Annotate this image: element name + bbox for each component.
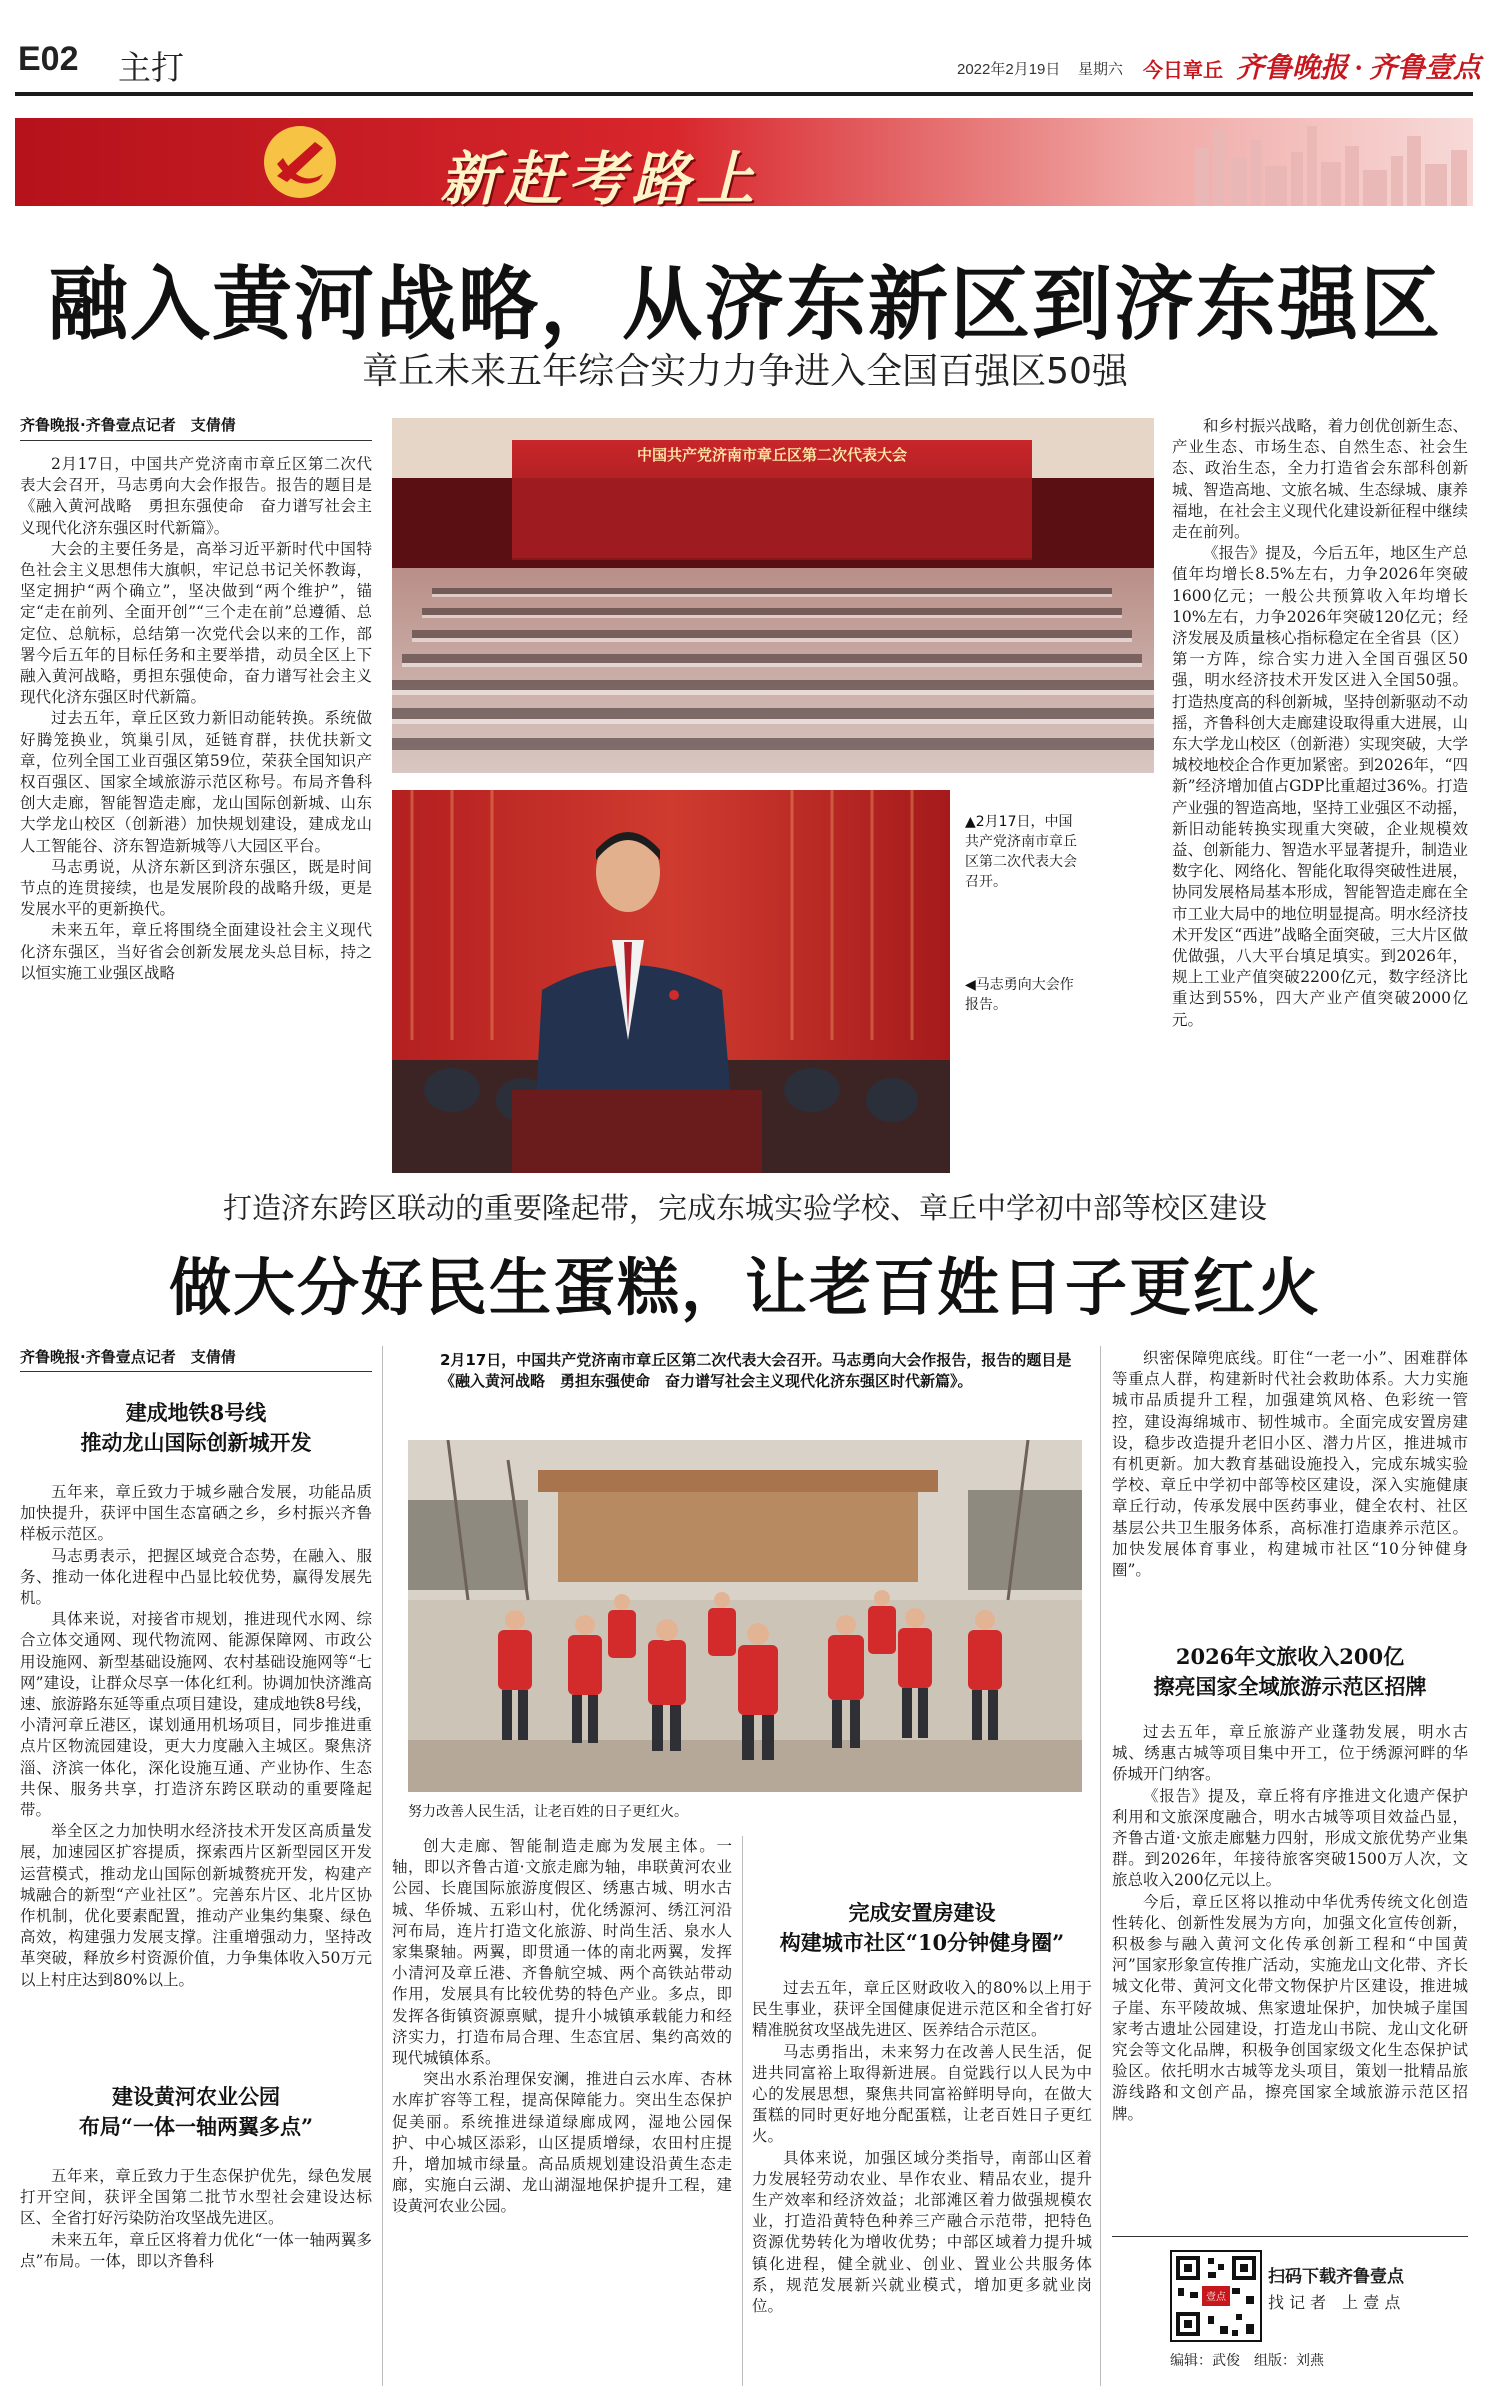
qr-find-reporter-text: 找 记 者 上 壹 点 [1268,2293,1401,2312]
paragraph: 和乡村振兴战略，着力创优创新生态、产业生态、市场生态、自然生态、社会生态、政治生态，全力打造省会东部科创新城、智造高地、文旅名城、生态绿城、康养福地，在社会主义现代化建设新征程中继续走在前列。 [1172,417,1468,542]
issue-weekday: 星期六 [1078,61,1124,78]
paragraph: 具体来说，对接省市规划，推进现代水网、综合立体交通网、现代物流网、能源保障网、市政公用设施网、新型基础设施网、农村基础设施网等“七网”建设，让群众尽享一体化红利。协调加快济潍高速、旅游路东延等重点项目建设，建成地铁8号线，小清河章丘港区，谋划通用机场项目，同步推进重点片区物流园建设，更大力度融入主城区。聚焦济淄、济滨一体化，深化设施互通、产业协作、生态共保、服务共享，打造济东跨区联动的重要隆起带。 [20,1610,372,1820]
paragraph: 马志勇指出，未来努力在改善人民生活，促进共同富裕上取得新进展。自觉践行以人民为中心的发展思想，聚焦共同富裕鲜明导向，在做大蛋糕的同时更好地分配蛋糕，让老百姓日子更红火。 [752,2042,1092,2146]
section-heading-metro: 建成地铁8号线 推动龙山国际创新城开发 [80,1400,312,1455]
banner-title: 新赶考路上 [440,147,761,212]
paragraph: 举全区之力加快明水经济技术开发区高质量发展，加速园区扩容提质，探索西片区新型园区开发运营模式，推动龙山国际创新城赘疣开发，构建产城融合的新型“产业社区”。完善东片区、北片区协作机制，优化要素配置，推动产业集约集聚、绿色高效，构建强力发展支撑。注重增强动力，坚持改革突破，释放乡村资源价值，力争集体收入50万元以上村庄达到80%以上。 [20,1822,372,1989]
paragraph: 突出水系治理保安澜，推进白云水库、杏林水库扩容等工程，提高保障能力。突出生态保护促美丽。系统推进绿道绿廊成网，湿地公园保护、中心城区添彩，山区提质增绿，农田村庄提升，增加城市绿量。高品质规划建设沿黄生态走廊，实施白云湖、龙山湖湿地保护提升工程，建设黄河农业公园。 [392,2070,732,2216]
paragraph: 织密保障兜底线。盯住“一老一小”、困难群体等重点人群，构建新时代社会救助体系。大力实施城市品质提升工程，加强建筑风格、色彩统一管控，建设海绵城市、韧性城市。全面完成安置房建设，稳步改造提升老旧小区、潜力片区，推进城市有机更新。加大教育基础设施投入，完成东城实验学校、章丘中学初中部等校区建设，深入实施健康章丘行动，传承发展中医药事业，健全农村、社区基层公共卫生服务体系，高标准打造康养示范区。加快发展体育事业，构建城市社区“10分钟健身圈”。 [1112,1349,1468,1580]
brand-logo: 齐鲁晚报 · 齐鲁壹点 [1236,53,1482,84]
speaker-image [392,790,950,1173]
caption-congress: ▲2月17日，中国共产党济南市章丘区第二次代表大会召开。 [965,814,1077,890]
section-heading-housing: 完成安置房建设 构建城市社区“10分钟健身圈” [779,1900,1065,1955]
paragraph: 马志勇表示，把握区域竞合态势，在融入、服务、推动一体化进程中凸显比较优势，赢得发展先机。 [20,1546,372,1608]
main-headline: 融入黄河战略，从济东新区到济东强区 [48,257,1442,351]
article2-col1b [20,2166,372,2381]
byline: 齐鲁晚报·齐鲁壹点记者 支倩倩 [20,1348,236,1366]
qr-rule [1112,2236,1468,2237]
header-rule [15,92,1473,96]
paragraph: 五年来，章丘致力于生态保护优先，绿色发展打开空间，获评全国第二批节水型社会建设达标区、全省打好污染防治攻坚战先进区。 [20,2167,372,2228]
article2-col1 [20,1482,372,2072]
square-dance-photo [408,1440,1082,1792]
congress-hall-image [392,418,1154,773]
paragraph: 过去五年，章丘旅游产业蓬勃发展，明水古城、绣惠古城等项目集中开工，位于绣源河畔的华侨城开门纳客。 [1112,1723,1468,1784]
paragraph: 2月17日，中国共产党济南市章丘区第二次代表大会召开，马志勇向大会作报告。报告的题目是《融入黄河战略 勇担东强使命 奋力谱写社会主义现代化济东强区时代新篇》。 [20,455,372,537]
issue-date: 2022年2月19日 [957,61,1061,78]
paragraph: 《报告》提及，今后五年，地区生产总值年均增长8.5%左右，力争2026年突破1600亿元；一般公共预算收入年均增长10%左右，力争2026年突破120亿元；经济发展及质量核心指标稳定在全省县（区）第一方阵，综合实力进入全国百强区50强，明水经济技术开发区进入全国50强。打造热度高的科创新城，坚持创新驱动不动摇，齐鲁科创大走廊建设取得重大进展，山东大学龙山校区（创新港）实现突破，大学城校地校企合作更加紧密。到2026年，“四新”经济增加值占GDP比重超过36%。打造产业强的智造高地，坚持工业强区不动摇，新旧动能转换实现重大突破，企业规模效益、创新能力、智造水平显著提升，制造业数字化、网络化、智能化取得突破性进展，协同发展格局基本形成，智能智造走廊在全市工业大局中的地位明显提高。明水经济技术开发区“西进”战略全面突破，三大片区做优做强，八大平台填足填实。到2026年，规上工业产值突破2200亿元，数字经济比重达到55%，四大产业产值突破2000亿元。 [1172,544,1468,1029]
article2-col4b [1112,1722,1468,2224]
paragraph: 过去五年，章丘区致力新旧动能转换。系统做好腾笼换业，筑巢引凤，延链育群，扶优扶新文章，位列全国工业百强区第59位，荣获全国知识产权百强区、国家全域旅游示范区称号。布局齐鲁科创大走廊，智能智造走廊，龙山国际创新城、山东大学龙山校区（创新港）加快规划建设，建成龙山人工智能谷、济东智造新城等八大园区平台。 [20,709,372,855]
edition-tag: 今日章丘 [1143,60,1223,82]
paragraph: 《报告》提及，章丘将有序推进文化遗产保护利用和文旅深度融合，明水古城等项目效益凸显，齐鲁古道·文旅走廊魅力四射，形成文旅优势产业集群。到2026年，年接待旅客突破1500万人次，文旅总收入200亿元以上。 [1112,1786,1468,1890]
paragraph: 创大走廊、智能制造走廊为发展主体。一轴，即以齐鲁古道·文旅走廊为轴，串联黄河农业公园、长鹿国际旅游度假区、绣惠古城、明水古城、华侨城、五彩山村，优化绣源河、绣江河沿河布局，连片打造文化旅游、时尚生活、泉水人家集聚轴。两翼，即贯通一体的南北两翼，发挥小清河及章丘港、齐鲁航空城、两个高铁站带动作用，发展具有比较优势的特色产业。多点，即发挥各街镇资源禀赋，提升小城镇承载能力和经济实力，打造布局合理、生态宜居、集约高效的现代城镇体系。 [392,1837,732,2068]
city-skyline-icon [1195,126,1467,206]
qr-code[interactable] [1170,2250,1262,2342]
article2-col3 [752,1978,1092,2381]
paragraph: 五年来，章丘致力于城乡融合发展，功能品质加快提升，获评中国生态富硒之乡，乡村振兴齐鲁样板示范区。 [20,1483,372,1544]
stage-banner: 中国共产党济南市章丘区第二次代表大会 [636,446,907,464]
byline: 齐鲁晚报·齐鲁壹点记者 支倩倩 [20,416,236,434]
article2-col2 [392,1836,732,2381]
article1-col1 [20,454,372,1134]
paragraph: 具体来说，加强区域分类指导，南部山区着力发展轻劳动农业、旱作农业、精品农业，提升生产效率和经济效益；北部滩区着力做强规模农业，打造沿黄特色种养三产融合示范带，把特色资源优势转化为增收优势；中部区域着力提升城镇化进程，健全就业、创业、置业公共服务体系，规范发展新兴就业模式，增加更多就业岗位。 [752,2148,1092,2316]
column-divider [1100,1346,1101,2386]
section-heading-agri: 建设黄河农业公园 布局“一体一轴两翼多点” [78,2084,314,2139]
main-subhead: 章丘未来五年综合实力力争进入全国百强区50强 [362,351,1128,392]
paragraph: 未来五年，章丘将围绕全面建设社会主义现代化济东强区，当好省会创新发展龙头总目标，持之以恒实施工业强区战略 [20,921,372,982]
speaker-photo [392,790,950,1173]
caption-speaker: ◀马志勇向大会作报告。 [965,977,1074,1013]
column-divider [742,1836,743,2386]
byline-rule [20,1371,372,1372]
article2-col4 [1112,1348,1468,1634]
paragraph: 未来五年，章丘区将着力优化“一体一轴两翼多点”布局。一体，即以齐鲁科 [20,2230,372,2270]
congress-hall-photo [392,418,1154,773]
qr-download-text: 扫码下载齐鲁壹点 [1268,2267,1404,2287]
article1-col3 [1172,416,1468,1168]
square-dance-image [408,1440,1082,1792]
byline-rule [20,440,372,441]
paragraph: 大会的主要任务是，高举习近平新时代中国特色社会主义思想伟大旗帜，牢记总书记关怀教诲，坚定拥护“两个确立”，坚决做到“两个维护”，锚定“走在前列、全面开创”“三个走在前”总遵循、总定位、总航标，总结第一次党代会以来的工作，部署今后五年的目标任务和主要举措，动员全区上下融入黄河战略，勇担东强使命，奋力谱写社会主义现代化济东强区时代新篇。 [20,539,372,707]
photo-caption-bottom: 努力改善人民生活，让老百姓的日子更红火。 [408,1804,688,1820]
section-name: 主打 [118,49,184,86]
paragraph: 过去五年，章丘区财政收入的80%以上用于民生事业，获评全国健康促进示范区和全省打好精准脱贫攻坚战先进区、医养结合示范区。 [752,1979,1092,2040]
article2-headline: 做大分好民生蛋糕，让老百姓日子更红火 [168,1251,1321,1324]
article2-subtitle: 打造济东跨区联动的重要隆起带，完成东城实验学校、章丘中学初中部等校区建设 [222,1191,1267,1225]
page-number: E02 [18,40,79,78]
column-divider [382,1346,383,2386]
section-heading-tourism: 2026年文旅收入200亿 擦亮国家全域旅游示范区招牌 [1153,1644,1427,1699]
paragraph: 马志勇说，从济东新区到济东强区，既是时间节点的连贯接续，也是发展阶段的战略升级，更是发展水平的更新换代。 [20,857,372,919]
editor-credit: 编辑：武俊 组版：刘燕 [1170,2353,1324,2369]
paragraph: 今后，章丘区将以推动中华优秀传统文化创造性转化、创新性发展为方向，加强文化宣传创新，积极参与融入黄河文化传承创新工程和“中国黄河”国家形象宣传推广活动，实施龙山文化带、齐长城文化带、黄河文化带文物保护片区建设，推进城子崖、东平陵故城、焦家遗址保护，加快城子崖国家考古遗址公园建设，打造龙山书院、龙山文化研究会等文化品牌，积极争创国家级文化生态保护试验区。依托明水古城等龙头项目，策划一批精品旅游线路和文创产品，擦亮国家全域旅游示范区招牌。 [1112,1892,1468,2123]
qr-center-label: 壹点 [1206,2292,1226,2303]
photo-caption-top: 2月17日，中国共产党济南市章丘区第二次代表大会召开。马志勇向大会作报告，报告的题目是《融入黄河战略 勇担东强使命 奋力谱写社会主义现代化济东强区时代新篇》。 [440,1351,1072,1390]
